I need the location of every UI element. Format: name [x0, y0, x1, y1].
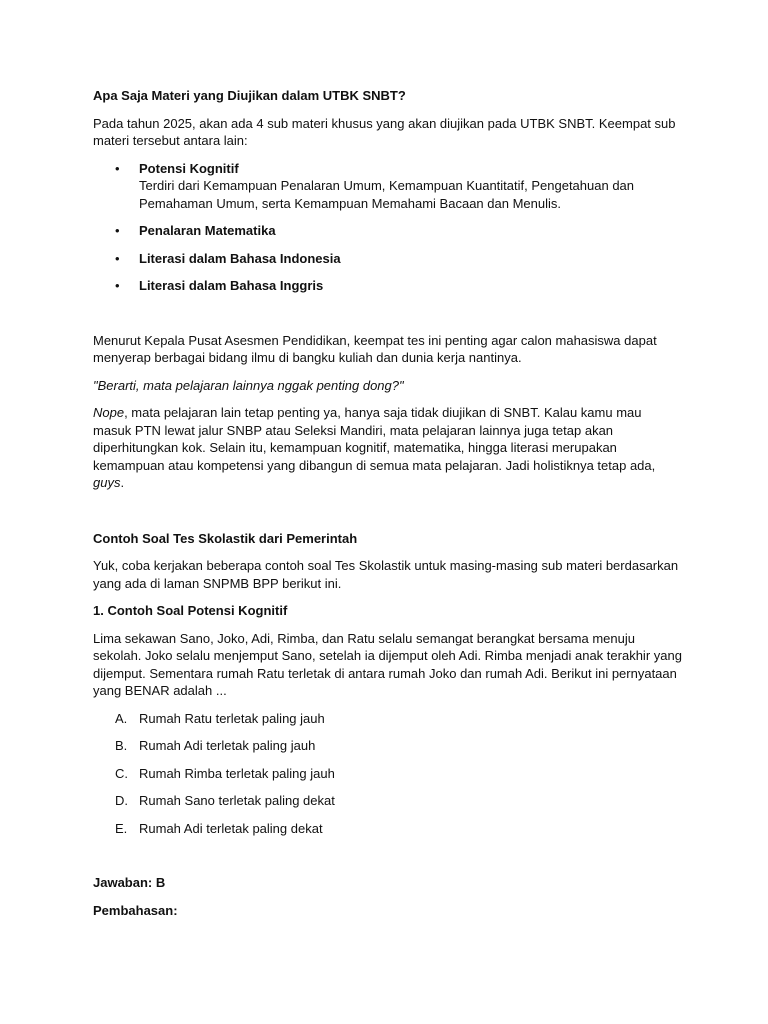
question-subheading: 1. Contoh Soal Potensi Kognitif — [93, 603, 288, 618]
option-item — [93, 737, 683, 755]
option-text: Rumah Ratu terletak paling jauh — [139, 710, 325, 726]
explanation-label: Pembahasan: — [93, 902, 178, 918]
quote-text: "Berarti, mata pelajaran lainnya nggak penting dong?" — [93, 377, 404, 393]
option-letter: D. — [115, 793, 128, 808]
answer-options — [93, 710, 683, 838]
list-item — [93, 277, 683, 295]
list-item-title: Literasi dalam Bahasa Inggris — [139, 278, 324, 293]
quote — [93, 377, 683, 395]
section1-heading: Apa Saja Materi yang Diujikan dalam UTBK SNBT? — [93, 88, 406, 103]
option-letter: A. — [115, 710, 128, 726]
option-item — [93, 765, 683, 783]
question-text: Lima sekawan Sano, Joko, Adi, Rimba, dan Ratu selalu semangat berangkat bersama menuju sekolah. Joko selalu menjemput Sano, setelah ia dijemput oleh Adi. Rimba menjadi anak terakhir yang dijemput. Sementara rumah Ratu terletak di antara rumah Joko dan rumah Adi. Berikut ini pernyataan yang BENAR adalah ... — [93, 630, 682, 698]
section2-heading: Contoh Soal Tes Skolastik dari Pemerintah — [93, 530, 358, 546]
option-letter: E. — [115, 820, 128, 836]
option-text: Rumah Sano terletak paling dekat — [139, 793, 335, 808]
bullet-icon: • — [115, 223, 120, 238]
assessment-paragraph: Menurut Kepala Pusat Asesmen Pendidikan, keempat tes ini penting agar calon mahasiswa dapat menyerap berbagai bidang ilmu di bangku kuliah dan dunia kerja nantinya. — [93, 332, 657, 365]
option-text: Rumah Adi terletak paling dekat — [139, 820, 323, 836]
option-letter: C. — [115, 765, 128, 781]
option-text: Rumah Adi terletak paling jauh — [139, 738, 316, 753]
spacer — [93, 305, 683, 332]
list-item-title: Literasi dalam Bahasa Indonesia — [139, 250, 341, 266]
option-item — [93, 710, 683, 728]
nope-text: Nope — [93, 405, 125, 420]
guys-text: guys — [93, 475, 121, 490]
response-end: . — [120, 475, 125, 490]
response-paragraph — [93, 404, 683, 492]
option-item — [93, 792, 683, 810]
list-item — [93, 250, 683, 268]
list-item-title: Potensi Kognitif — [139, 160, 239, 176]
answer-label: Jawaban: B — [93, 875, 166, 890]
response-body: , mata pelajaran lain tetap penting ya, hanya saja tidak diujikan di SNBT. Kalau kamu mau masuk PTN lewat jalur SNBP atau Seleksi Mandiri, mata pelajaran lainnya juga tetap akan diperhitungkan kok. Selain itu, kemampuan kognitif, matematika, hingga literasi merupakan kemampuan atau kompetensi yang dibangun di semua mata pelajaran. Jadi holistiknya tetap ada, — [93, 405, 656, 473]
section1-intro: Pada tahun 2025, akan ada 4 sub materi khusus yang akan diujikan pada UTBK SNBT. Keempat sub materi tersebut antara lain: — [93, 115, 676, 148]
option-letter: B. — [115, 738, 128, 753]
spacer — [93, 502, 683, 530]
list-item — [93, 160, 683, 213]
section2-intro: Yuk, coba kerjakan beberapa contoh soal Tes Skolastik untuk masing-masing sub materi berdasarkan yang ada di laman SNPMB BPP berikut ini. — [93, 558, 679, 591]
list-item — [93, 222, 683, 240]
list-item-title: Penalaran Matematika — [139, 223, 276, 238]
material-list — [93, 160, 683, 295]
bullet-icon: • — [115, 160, 120, 176]
bullet-icon: • — [115, 278, 120, 293]
spacer — [93, 847, 683, 874]
option-item — [93, 820, 683, 838]
option-text: Rumah Rimba terletak paling jauh — [139, 765, 335, 781]
bullet-icon: • — [115, 250, 120, 266]
list-item-description: Terdiri dari Kemampuan Penalaran Umum, Kemampuan Kuantitatif, Pengetahuan dan Pemahaman Umum, serta Kemampuan Memahami Bacaan dan Menulis. — [139, 178, 635, 211]
document-page — [93, 87, 683, 919]
